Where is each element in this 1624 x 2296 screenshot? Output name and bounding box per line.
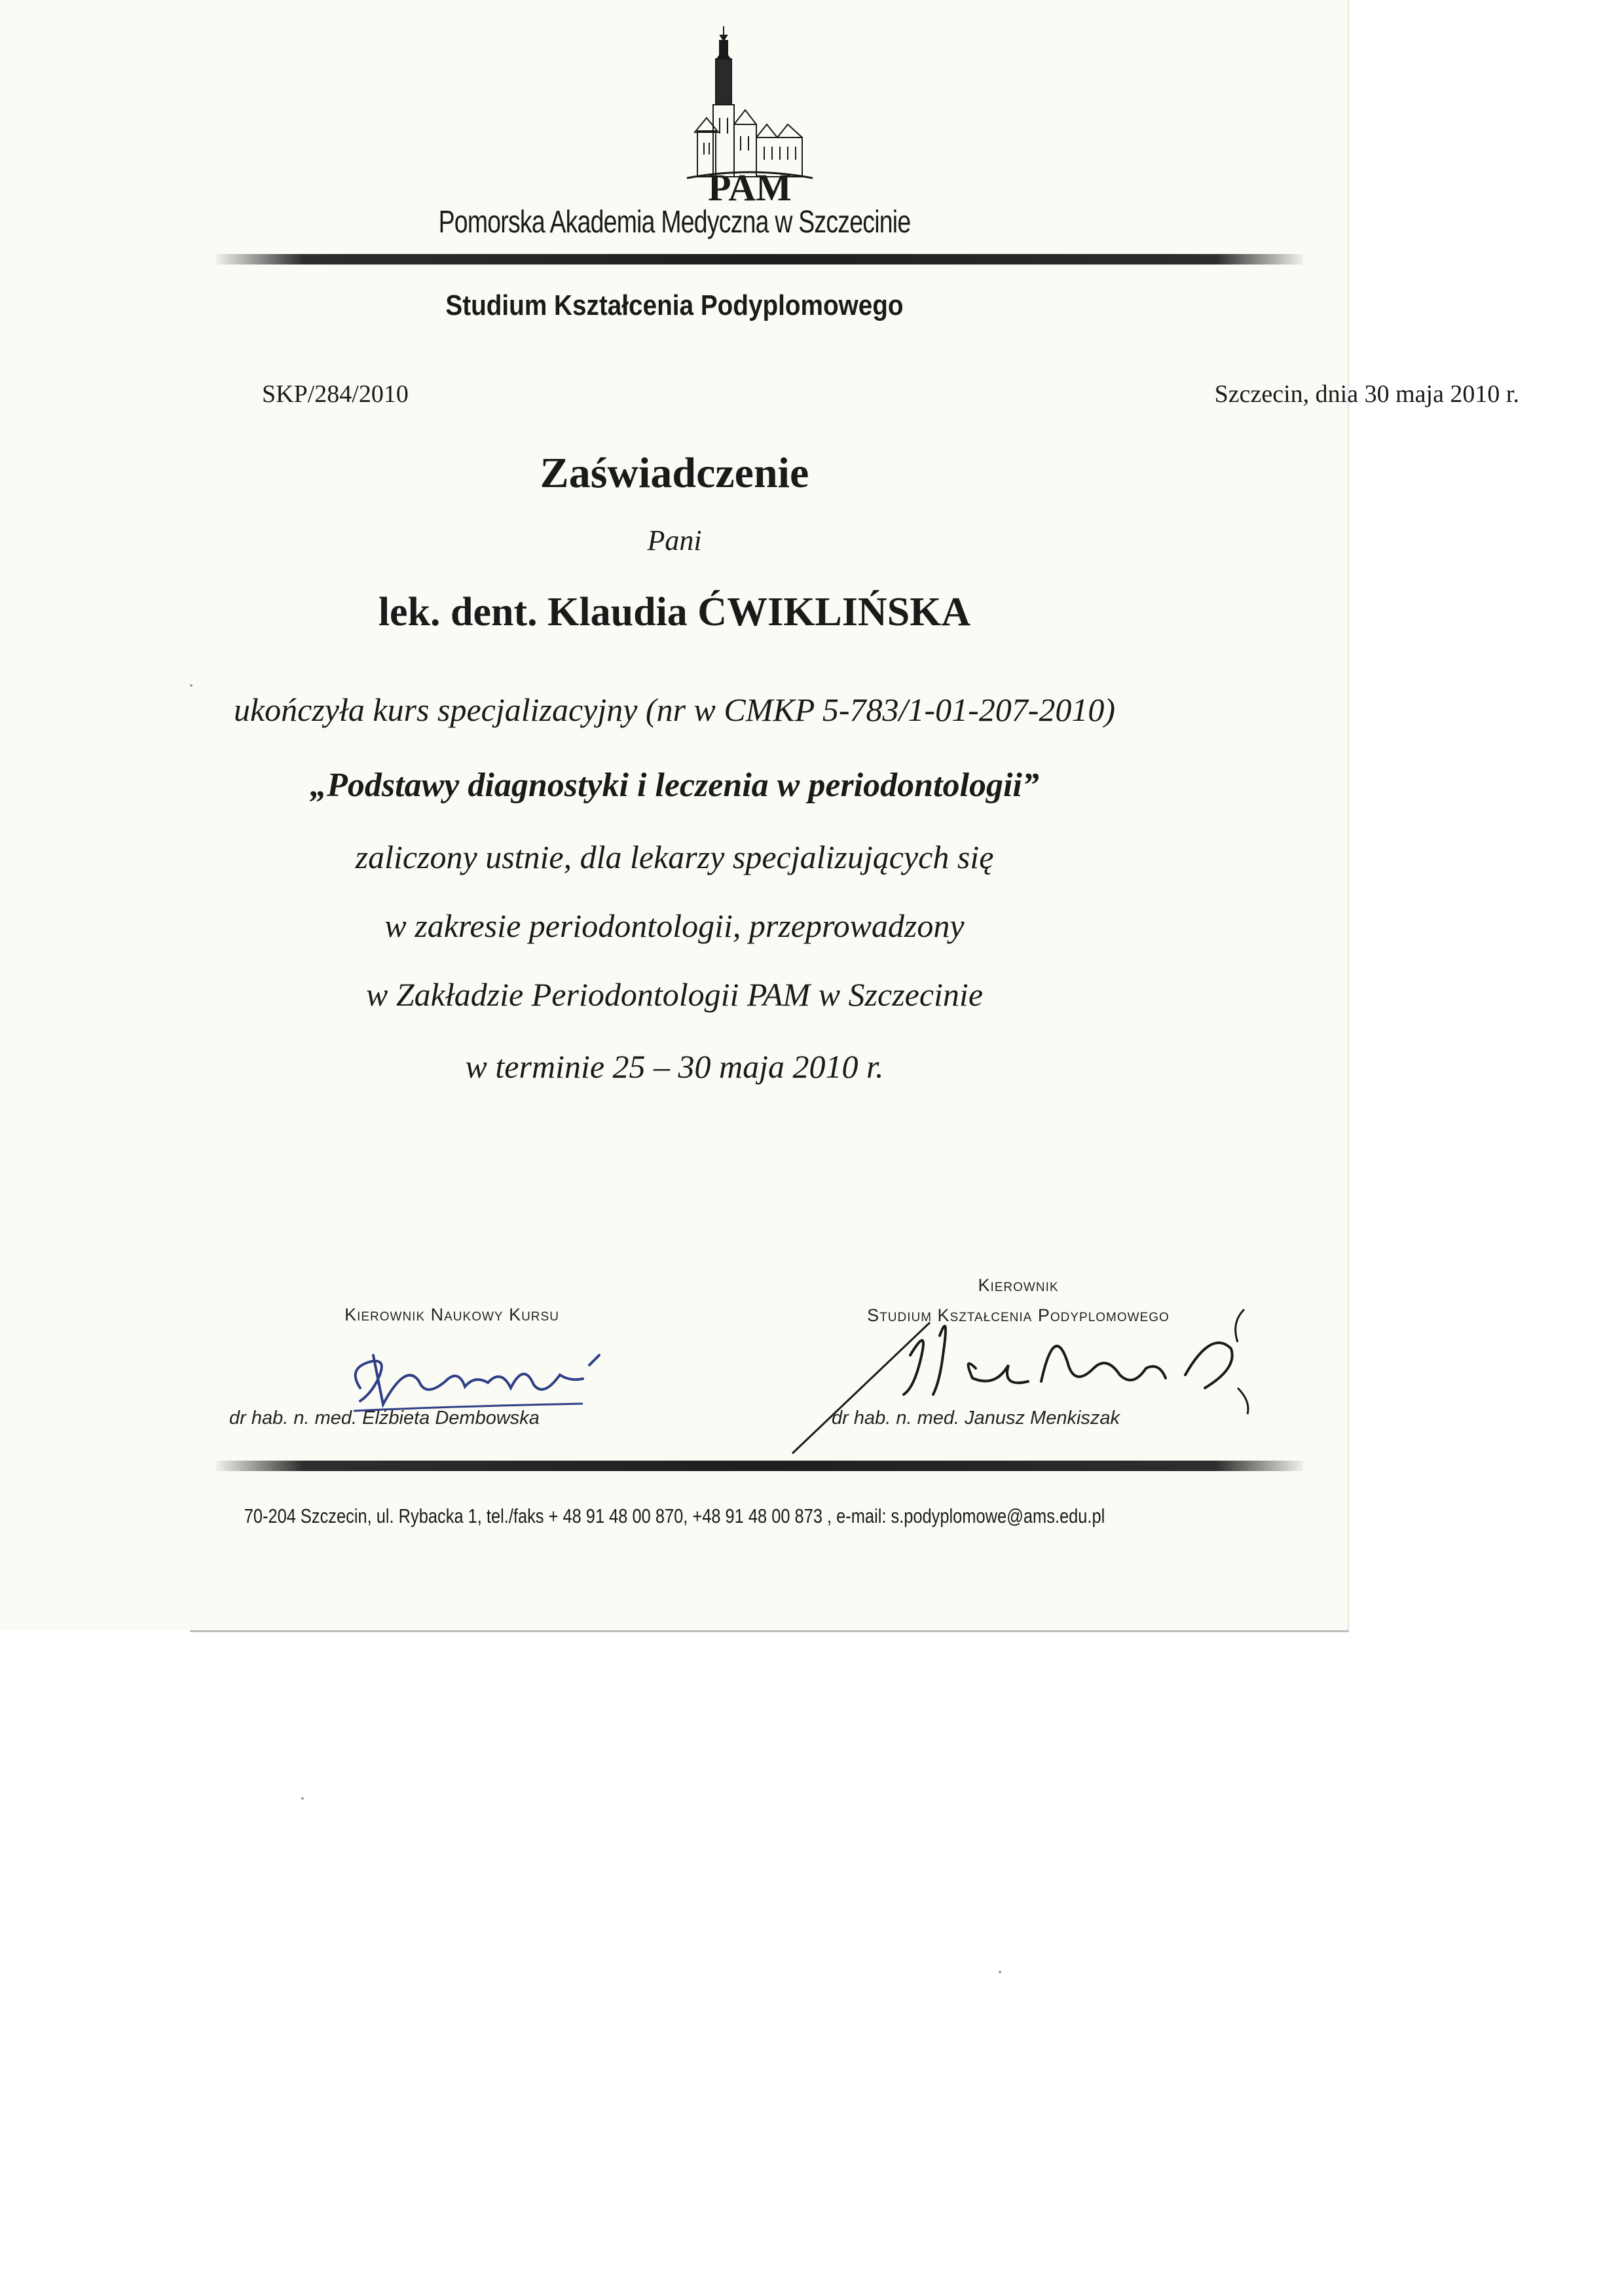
sheet-edge-bottom xyxy=(190,1630,1349,1632)
body-line-scope: w zakresie periodontologii, przeprowadzony xyxy=(384,907,965,944)
sheet-edge-right xyxy=(1348,0,1349,1630)
reference-number: SKP/284/2010 xyxy=(262,380,409,408)
place-and-date: Szczecin, dnia 30 maja 2010 r. xyxy=(1214,380,1519,408)
contact-footer: 70-204 Szczecin, ul. Rybacka 1, tel./faks + 48 91 48 00 870, +48 91 48 00 873 , e-mail: s.podyplomowe@ams.edu.pl xyxy=(244,1504,1105,1527)
scan-speck xyxy=(190,684,193,687)
pam-crest-logo xyxy=(684,26,815,203)
handwritten-signature-right xyxy=(779,1296,1277,1467)
recipient-name: lek. dent. Klaudia ĆWIKLIŃSKA xyxy=(378,590,971,634)
signature-name-right: dr hab. n. med. Janusz Menkiszak xyxy=(832,1408,1120,1429)
department-name: Studium Kształcenia Podyplomowego xyxy=(445,289,904,321)
scan-speck xyxy=(999,1971,1001,1973)
body-line-exam: zaliczony ustnie, dla lekarzy specjalizujących się xyxy=(355,839,994,875)
scan-speck xyxy=(301,1797,304,1800)
body-line-course: ukończyła kurs specjalizacyjny (nr w CMKP 5-783/1-01-207-2010) xyxy=(233,691,1116,728)
footer-rule xyxy=(216,1461,1303,1471)
signature-title-right-line2: Studium Kształcenia Podyplomowego xyxy=(867,1305,1170,1325)
body-line-dates: w terminie 25 – 30 maja 2010 r. xyxy=(465,1048,884,1085)
academy-name: Pomorska Akademia Medyczna w Szczecinie xyxy=(438,205,911,240)
header-rule xyxy=(216,254,1303,264)
document-title: Zaświadczenie xyxy=(540,449,809,497)
signature-title-left: Kierownik Naukowy Kursu xyxy=(344,1305,559,1324)
body-line-course-title: „Podstawy diagnostyki i leczenia w periodontologii” xyxy=(310,767,1039,804)
body-line-venue: w Zakładzie Periodontologii PAM w Szczecinie xyxy=(365,976,984,1013)
logo-text: PAM xyxy=(708,166,792,203)
signature-block-left xyxy=(216,1300,688,1330)
salutation: Pani xyxy=(647,524,702,556)
signature-name-left: dr hab. n. med. Elżbieta Dembowska xyxy=(229,1408,540,1429)
signature-title-right-line1: Kierownik xyxy=(978,1275,1059,1295)
